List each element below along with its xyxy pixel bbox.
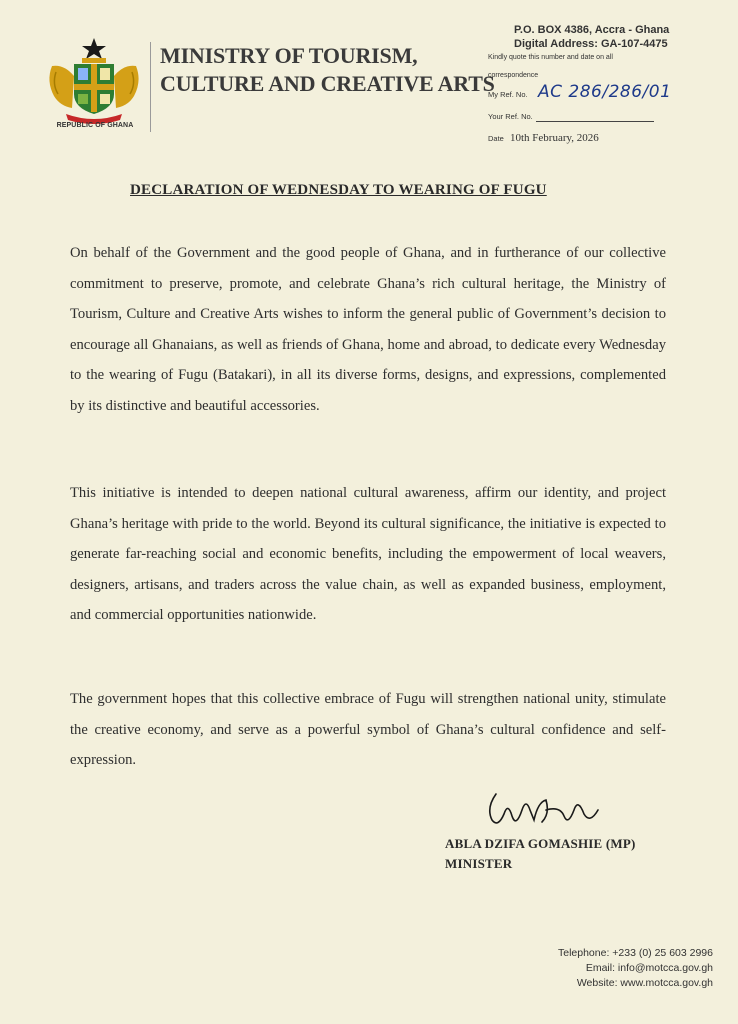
ministry-name — [160, 42, 495, 98]
body-paragraph-3: The government hopes that this collective embrace of Fugu will strengthen national unity, stimulate the creative economy, and serve as a powerful symbol of Ghana’s cultural confidence and self-expression. — [70, 691, 666, 768]
footer-email: Email: info@motcca.gov.gh — [585, 962, 713, 974]
body-paragraph-2: This initiative is intended to deepen national cultural awareness, affirm our identity, and project Ghana’s heritage with pride to the world. Beyond its cultural significance, the initiative is expected to generate far-reaching social and economic benefits, including the empowerment of local weavers, designers, artisans, and traders across the value chain, as well as expanded business, employment, and commercial opportunities nationwide. — [70, 485, 666, 623]
handwritten-signature — [480, 780, 610, 840]
po-box: P.O. BOX 4386, Accra - Ghana — [514, 24, 670, 36]
document-title: DECLARATION OF WEDNESDAY TO WEARING OF FUGU — [130, 182, 547, 198]
signatory-title: MINISTER — [445, 856, 513, 871]
date-label: Date — [488, 134, 504, 143]
footer-website: Website: www.motcca.gov.gh — [576, 977, 713, 989]
signatory-name: ABLA DZIFA GOMASHIE (MP) — [445, 836, 636, 851]
my-ref-label: My Ref. No. — [488, 90, 528, 99]
date-value: 10th February, 2026 — [510, 132, 599, 144]
my-ref-value: AC 286/286/01 — [538, 82, 672, 102]
your-ref-label: Your Ref. No. — [488, 112, 533, 121]
emblem-caption: REPUBLIC OF GHANA — [56, 122, 134, 129]
footer-telephone: Telephone: +233 (0) 25 603 2996 — [557, 947, 713, 959]
header-divider — [150, 42, 151, 132]
your-ref-line — [536, 121, 654, 122]
footer-contact — [558, 946, 713, 991]
body-paragraph-1: On behalf of the Government and the good people of Ghana, and in furtherance of our collective commitment to preserve, promote, and celebrate Ghana’s rich cultural heritage, the Ministry of Tourism, Culture and Creative Arts wishes to inform the general public of Government’s decision to encourage all Ghanaians, as well as friends of Ghana, home and abroad, to dedicate every Wednesday to the wearing of Fugu (Batakari), in all its diverse forms, designs, and expressions, complemented by its distinctive and beautiful accessories. — [70, 245, 666, 414]
ghana-coat-of-arms-icon — [44, 36, 144, 124]
quote-note-line-2: correspondence — [488, 72, 539, 79]
ministry-line-2: CULTURE AND CREATIVE ARTS — [160, 71, 495, 96]
quote-note-line-1: Kindly quote this number and date on all — [488, 54, 613, 61]
ministry-line-1: MINISTRY OF TOURISM, — [160, 43, 418, 68]
digital-address: Digital Address: GA-107-4475 — [514, 38, 668, 50]
